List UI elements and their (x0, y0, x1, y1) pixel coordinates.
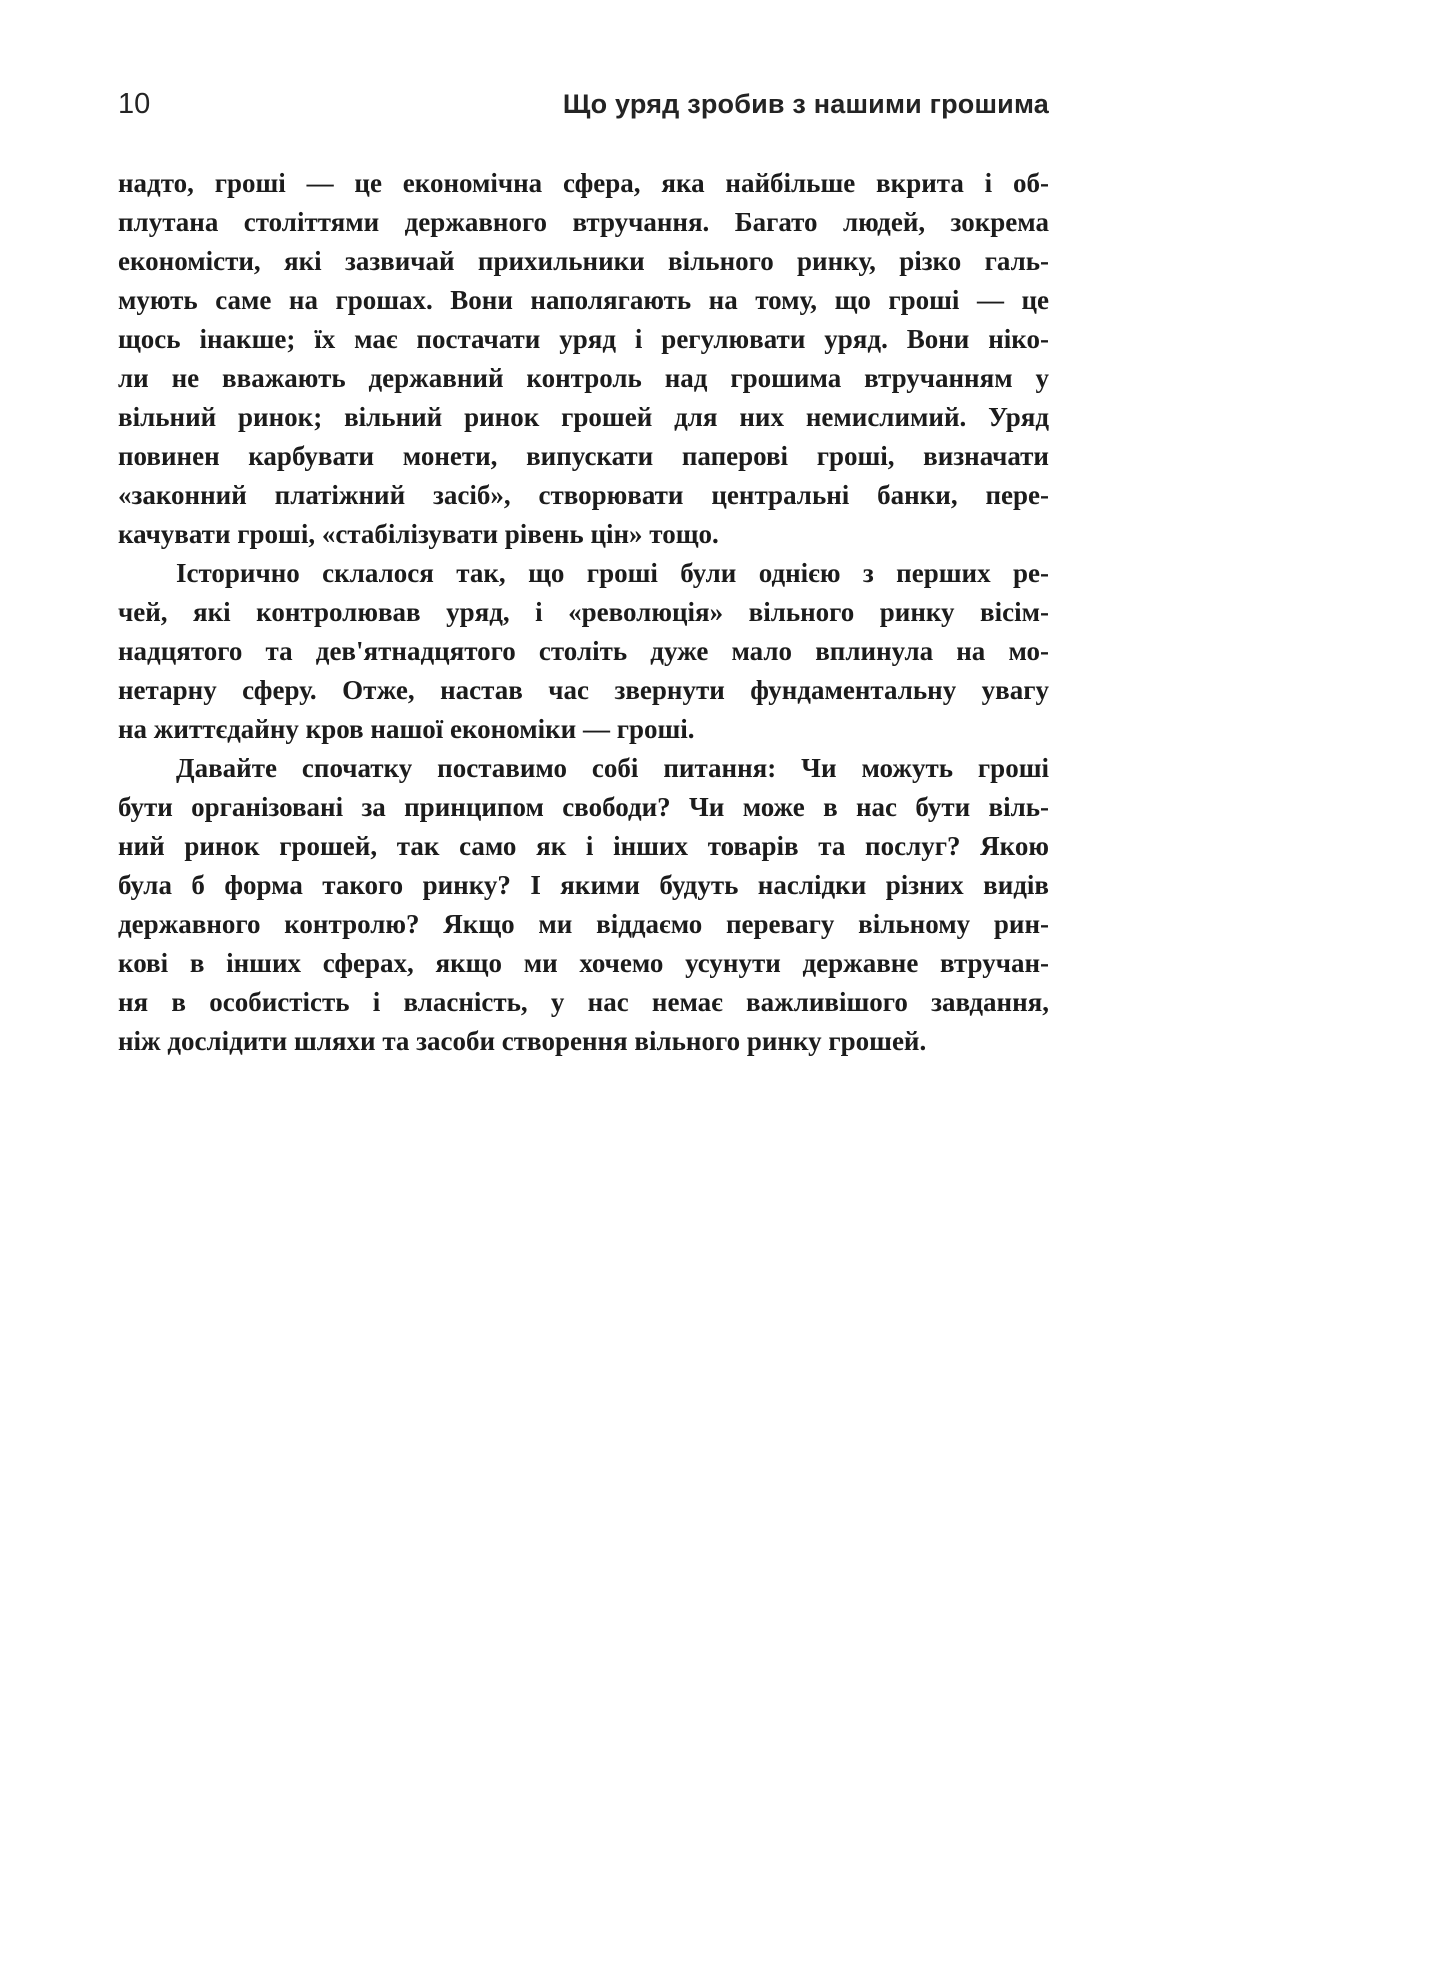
text-line: державного контролю? Якщо ми віддаємо перевагу вільному рин- (118, 909, 1049, 939)
body-text (118, 164, 1049, 1061)
text-line: качувати гроші, «стабілізувати рівень цін» тощо. (118, 519, 719, 549)
text-line: ли не вважають державний контроль над грошима втручанням у (118, 363, 1049, 393)
text-line: була б форма такого ринку? І якими будуть наслідки різних видів (118, 870, 1049, 900)
text-line: щось інакше; їх має постачати уряд і регулювати уряд. Вони ніко- (118, 324, 1049, 354)
text-line: плутана століттями державного втручання. Багато людей, зокрема (118, 207, 1049, 237)
text-line: Історично склалося так, що гроші були однією з перших ре- (176, 558, 1049, 588)
text-line: Давайте спочатку поставимо собі питання: Чи можуть гроші (176, 753, 1049, 783)
page-number: 10 (118, 88, 151, 120)
text-line: економісти, які зазвичай прихильники вільного ринку, різко галь- (118, 246, 1049, 276)
text-line: бути організовані за принципом свободи? Чи може в нас бути віль- (118, 792, 1049, 822)
text-line: на життєдайну кров нашої економіки — гроші. (118, 714, 695, 744)
text-line: мують саме на грошах. Вони наполягають на тому, що гроші — це (118, 285, 1049, 315)
text-line: надцятого та дев'ятнадцятого століть дуже мало вплинула на мо- (118, 636, 1049, 666)
book-page (118, 88, 1049, 1061)
text-line: чей, які контролював уряд, і «революція» вільного ринку вісім- (118, 597, 1049, 627)
text-line: надто, гроші — це економічна сфера, яка найбільше вкрита і об- (118, 168, 1049, 198)
running-header (118, 88, 1049, 120)
text-line: ня в особистість і власність, у нас немає важливішого завдання, (118, 987, 1049, 1017)
text-line: ніж дослідити шляхи та засоби створення вільного ринку грошей. (118, 1026, 927, 1056)
text-line: вільний ринок; вільний ринок грошей для них немислимий. Уряд (118, 402, 1049, 432)
text-line: кові в інших сферах, якщо ми хочемо усунути державне втручан- (118, 948, 1049, 978)
running-header-title: Що уряд зробив з нашими грошима (562, 89, 1049, 119)
text-line: «законний платіжний засіб», створювати центральні банки, пере- (118, 480, 1049, 510)
text-line: нетарну сферу. Отже, настав час звернути фундаментальну увагу (118, 675, 1049, 705)
text-line: ний ринок грошей, так само як і інших товарів та послуг? Якою (118, 831, 1049, 861)
text-line: повинен карбувати монети, випускати паперові гроші, визначати (118, 441, 1049, 471)
